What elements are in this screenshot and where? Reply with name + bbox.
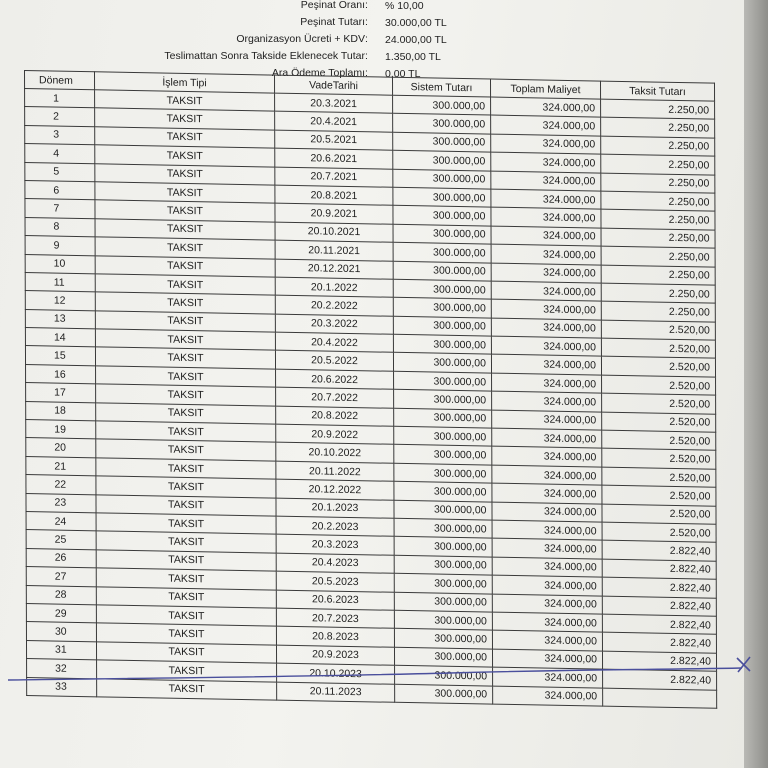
cell-taksit-tutari: 2.520,00 [602,412,716,432]
cell-donem: 13 [25,309,95,329]
header-sistem-tutari: Sistem Tutarı [392,77,490,97]
cell-islem-tipi: TAKSIT [96,458,276,480]
cell-taksit-tutari: 2.250,00 [601,228,715,248]
summary-value: 0,00 TL [385,68,421,80]
cell-toplam-maliyet: 324.000,00 [491,226,601,246]
cell-donem: 10 [25,254,95,274]
cell-vade-tarihi: 20.8.2022 [276,406,394,427]
payment-schedule-table-wrap [24,70,716,709]
cell-islem-tipi: TAKSIT [96,605,276,627]
cell-toplam-maliyet: 324.000,00 [492,410,602,430]
cell-toplam-maliyet: 324.000,00 [492,446,602,466]
header-vade-tarihi: VadeTarihi [275,75,393,95]
cell-taksit-tutari: 2.250,00 [601,136,715,156]
cell-toplam-maliyet: 324.000,00 [491,299,601,319]
cell-vade-tarihi: 20.10.2022 [276,443,394,464]
cell-taksit-tutari: 2.822,40 [602,632,716,652]
cell-donem: 2 [25,107,95,127]
cell-islem-tipi: TAKSIT [95,329,275,351]
cell-vade-tarihi: 20.8.2023 [276,626,394,647]
cell-sistem-tutari: 300.000,00 [393,206,491,226]
cell-donem: 26 [26,548,96,568]
cell-vade-tarihi: 20.7.2023 [276,608,394,629]
cell-sistem-tutari: 300.000,00 [393,150,491,170]
summary-label: Peşinat Tutarı [300,16,365,28]
cell-toplam-maliyet: 324.000,00 [492,465,602,485]
cell-toplam-maliyet: 324.000,00 [491,263,601,283]
header-islem-tipi: İşlem Tipi [95,72,275,93]
cell-toplam-maliyet: 324.000,00 [492,575,602,595]
cell-sistem-tutari: 300.000,00 [394,573,492,593]
cell-sistem-tutari: 300.000,00 [393,279,491,299]
cell-donem: 27 [26,567,96,587]
cell-toplam-maliyet: 324.000,00 [492,612,602,632]
cell-sistem-tutari: 300.000,00 [394,592,492,612]
cell-toplam-maliyet: 324.000,00 [493,686,603,706]
cell-taksit-tutari: 2.822,40 [602,596,716,616]
cell-taksit-tutari: 2.822,40 [602,614,716,634]
cell-toplam-maliyet: 324.000,00 [492,373,602,393]
cell-toplam-maliyet: 324.000,00 [492,649,602,669]
cell-vade-tarihi: 20.7.2022 [276,387,394,408]
cell-sistem-tutari: 300.000,00 [393,353,491,373]
cell-donem: 28 [26,585,96,605]
cell-islem-tipi: TAKSIT [95,200,275,222]
cell-donem: 6 [25,180,95,200]
cell-toplam-maliyet: 324.000,00 [491,207,601,227]
payment-schedule-table [24,70,717,709]
cell-islem-tipi: TAKSIT [95,163,275,185]
summary-label: Ara Ödeme Toplamı [271,67,365,79]
cell-sistem-tutari: 300.000,00 [394,481,492,501]
cell-islem-tipi: TAKSIT [95,274,275,296]
cell-islem-tipi: TAKSIT [95,237,275,259]
cell-toplam-maliyet: 324.000,00 [491,244,601,264]
cell-islem-tipi: TAKSIT [95,292,275,314]
cell-donem: 30 [26,622,96,642]
cell-toplam-maliyet: 324.000,00 [491,171,601,191]
cell-vade-tarihi: 20.3.2023 [276,534,394,555]
summary-colon: : [365,16,368,28]
cell-donem: 5 [25,162,95,182]
summary-label: Peşinat Oranı [300,0,365,11]
cell-islem-tipi: TAKSIT [95,108,275,130]
cell-taksit-tutari: 2.520,00 [602,375,716,395]
cell-sistem-tutari: 300.000,00 [394,500,492,520]
cell-toplam-maliyet: 324.000,00 [492,502,602,522]
cell-vade-tarihi: 20.11.2021 [275,240,393,261]
cell-sistem-tutari: 300.000,00 [394,610,492,630]
cell-toplam-maliyet: 324.000,00 [492,520,602,540]
cell-vade-tarihi: 20.7.2021 [275,167,393,188]
cell-islem-tipi: TAKSIT [96,550,276,572]
cell-islem-tipi: TAKSIT [96,439,276,461]
cell-sistem-tutari: 300.000,00 [393,334,491,354]
cell-donem: 25 [26,530,96,550]
cell-vade-tarihi: 20.2.2022 [275,295,393,316]
cell-vade-tarihi: 20.3.2022 [275,314,393,335]
summary-colon: : [365,67,368,79]
cell-islem-tipi: TAKSIT [96,623,276,645]
cell-vade-tarihi: 20.12.2022 [276,479,394,500]
cell-taksit-tutari: 2.250,00 [601,209,715,229]
summary-colon: : [365,33,368,45]
cell-donem: 1 [25,89,95,109]
cell-vade-tarihi: 20.11.2022 [276,461,394,482]
page-edge-shadow [744,0,768,768]
header-donem: Dönem [25,71,95,90]
cell-sistem-tutari: 300.000,00 [394,408,492,428]
cell-islem-tipi: TAKSIT [96,642,276,664]
cell-islem-tipi: TAKSIT [95,145,275,167]
cell-taksit-tutari: 2.520,00 [602,449,716,469]
cell-vade-tarihi: 20.9.2022 [276,424,394,445]
cell-vade-tarihi: 20.6.2023 [276,590,394,611]
cell-taksit-tutari: 2.520,00 [602,393,716,413]
cell-sistem-tutari: 300.000,00 [394,426,492,446]
summary-colon: : [365,50,368,62]
cell-sistem-tutari: 300.000,00 [393,169,491,189]
summary-row [100,0,480,13]
summary-value: 24.000,00 TL [385,34,447,46]
cell-taksit-tutari: 2.250,00 [601,154,715,174]
cell-vade-tarihi: 20.4.2023 [276,553,394,574]
cell-toplam-maliyet: 324.000,00 [491,281,601,301]
cell-donem: 15 [25,346,95,366]
cell-sistem-tutari: 300.000,00 [393,187,491,207]
cell-taksit-tutari: 2.520,00 [602,522,716,542]
cell-donem: 12 [25,291,95,311]
cell-taksit-tutari: 2.250,00 [601,265,715,285]
cell-vade-tarihi: 20.3.2021 [275,93,393,114]
cell-sistem-tutari: 300.000,00 [394,647,492,667]
cell-vade-tarihi: 20.9.2023 [276,645,394,666]
cell-sistem-tutari: 300.000,00 [394,463,492,483]
cell-islem-tipi: TAKSIT [97,678,277,700]
cell-islem-tipi: TAKSIT [96,476,276,498]
cell-sistem-tutari: 300.000,00 [393,298,491,318]
header-taksit-tutari: Taksit Tutarı [600,81,714,101]
cell-sistem-tutari: 300.000,00 [394,445,492,465]
cell-taksit-tutari: 2.520,00 [602,485,716,505]
cell-donem: 9 [25,236,95,256]
cell-vade-tarihi: 20.9.2021 [275,203,393,224]
cell-islem-tipi: TAKSIT [96,568,276,590]
cell-taksit-tutari: 2.520,00 [602,467,716,487]
cell-taksit-tutari: 2.250,00 [601,283,715,303]
cell-donem: 8 [25,217,95,237]
cell-vade-tarihi: 20.4.2021 [275,111,393,132]
cell-donem: 21 [26,456,96,476]
cell-toplam-maliyet: 324.000,00 [492,428,602,448]
cell-toplam-maliyet: 324.000,00 [492,391,602,411]
cell-taksit-tutari: 2.822,40 [602,559,716,579]
cell-donem: 24 [26,512,96,532]
cell-donem: 20 [26,438,96,458]
cell-vade-tarihi: 20.10.2021 [275,222,393,243]
cell-taksit-tutari: 2.250,00 [601,191,715,211]
cell-islem-tipi: TAKSIT [96,384,276,406]
cell-toplam-maliyet: 324.000,00 [492,483,602,503]
cell-sistem-tutari: 300.000,00 [395,684,493,704]
cell-islem-tipi: TAKSIT [96,586,276,608]
cell-donem: 7 [25,199,95,219]
cell-donem: 33 [27,677,97,697]
cell-vade-tarihi: 20.2.2023 [276,516,394,537]
cell-toplam-maliyet: 324.000,00 [492,557,602,577]
cell-sistem-tutari: 300.000,00 [393,95,491,115]
cell-toplam-maliyet: 324.000,00 [491,355,601,375]
cell-vade-tarihi: 20.5.2021 [275,130,393,151]
cell-islem-tipi: TAKSIT [95,219,275,241]
cell-sistem-tutari: 300.000,00 [393,132,491,152]
cell-donem: 17 [26,383,96,403]
cell-sistem-tutari: 300.000,00 [394,371,492,391]
cell-toplam-maliyet: 324.000,00 [491,115,601,135]
header-toplam-maliyet: Toplam Maliyet [490,79,600,99]
cell-islem-tipi: TAKSIT [95,310,275,332]
cell-toplam-maliyet: 324.000,00 [491,336,601,356]
cell-vade-tarihi: 20.11.2023 [277,682,395,703]
cell-donem: 32 [27,659,97,679]
cell-islem-tipi: TAKSIT [95,347,275,369]
cell-vade-tarihi: 20.1.2022 [275,277,393,298]
cell-sistem-tutari: 300.000,00 [393,242,491,262]
cell-islem-tipi: TAKSIT [96,513,276,535]
cell-vade-tarihi: 20.12.2021 [275,259,393,280]
cell-sistem-tutari: 300.000,00 [394,518,492,538]
summary-value: 30.000,00 TL [385,17,447,29]
cell-islem-tipi: TAKSIT [96,531,276,553]
cell-sistem-tutari: 300.000,00 [395,665,493,685]
cell-taksit-tutari [603,688,717,708]
cell-donem: 23 [26,493,96,513]
cell-islem-tipi: TAKSIT [95,255,275,277]
cell-toplam-maliyet: 324.000,00 [491,318,601,338]
cell-taksit-tutari: 2.250,00 [601,117,715,137]
cell-toplam-maliyet: 324.000,00 [491,189,601,209]
cell-islem-tipi: TAKSIT [95,90,275,112]
cell-taksit-tutari: 2.520,00 [601,357,715,377]
cell-vade-tarihi: 20.10.2023 [277,663,395,684]
cell-donem: 3 [25,125,95,145]
summary-block [100,0,480,81]
cell-vade-tarihi: 20.4.2022 [275,332,393,353]
cell-toplam-maliyet: 324.000,00 [492,594,602,614]
cell-taksit-tutari: 2.822,40 [602,651,716,671]
cell-vade-tarihi: 20.5.2023 [276,571,394,592]
table-body [25,89,717,709]
cell-toplam-maliyet: 324.000,00 [492,538,602,558]
cell-toplam-maliyet: 324.000,00 [491,97,601,117]
cell-donem: 14 [25,328,95,348]
cell-taksit-tutari: 2.250,00 [601,99,715,119]
cell-taksit-tutari: 2.822,40 [602,577,716,597]
cell-vade-tarihi: 20.6.2021 [275,148,393,169]
cell-islem-tipi: TAKSIT [96,366,276,388]
cell-donem: 4 [25,144,95,164]
cell-sistem-tutari: 300.000,00 [393,114,491,134]
cell-donem: 18 [26,401,96,421]
cell-islem-tipi: TAKSIT [97,660,277,682]
cell-taksit-tutari: 2.822,40 [602,540,716,560]
summary-colon: : [365,0,368,11]
cell-toplam-maliyet: 324.000,00 [491,134,601,154]
cell-taksit-tutari: 2.250,00 [601,246,715,266]
cell-donem: 29 [26,603,96,623]
cell-sistem-tutari: 300.000,00 [393,261,491,281]
cell-taksit-tutari: 2.250,00 [601,173,715,193]
cell-toplam-maliyet: 324.000,00 [491,152,601,172]
cell-sistem-tutari: 300.000,00 [394,537,492,557]
cell-toplam-maliyet: 324.000,00 [493,667,603,687]
cell-sistem-tutari: 300.000,00 [393,224,491,244]
cell-taksit-tutari: 2.520,00 [601,320,715,340]
cell-taksit-tutari: 2.520,00 [601,338,715,358]
summary-label: Teslimattan Sonra Takside Eklenecek Tutar [164,50,365,62]
cell-islem-tipi: TAKSIT [95,127,275,149]
cell-donem: 22 [26,475,96,495]
cell-donem: 19 [26,420,96,440]
cell-taksit-tutari: 2.520,00 [602,504,716,524]
summary-row [100,47,480,64]
cell-taksit-tutari: 2.520,00 [602,430,716,450]
cell-sistem-tutari: 300.000,00 [394,629,492,649]
cell-vade-tarihi: 20.8.2021 [275,185,393,206]
cell-donem: 16 [26,364,96,384]
cell-donem: 11 [25,272,95,292]
cell-islem-tipi: TAKSIT [95,182,275,204]
cell-taksit-tutari: 2.822,40 [603,669,717,689]
summary-label: Organizasyon Ücreti + KDV [236,33,365,45]
cell-sistem-tutari: 300.000,00 [394,555,492,575]
cell-vade-tarihi: 20.1.2023 [276,498,394,519]
cell-vade-tarihi: 20.6.2022 [276,369,394,390]
summary-row [100,13,480,30]
cell-donem: 31 [26,640,96,660]
cell-islem-tipi: TAKSIT [96,421,276,443]
summary-value: % 10,00 [385,0,424,12]
summary-value: 1.350,00 TL [385,51,441,63]
cell-islem-tipi: TAKSIT [96,402,276,424]
cell-taksit-tutari: 2.250,00 [601,301,715,321]
cell-vade-tarihi: 20.5.2022 [275,351,393,372]
cell-toplam-maliyet: 324.000,00 [492,630,602,650]
cell-sistem-tutari: 300.000,00 [393,316,491,336]
cell-islem-tipi: TAKSIT [96,494,276,516]
cell-sistem-tutari: 300.000,00 [394,390,492,410]
summary-row [100,30,480,47]
